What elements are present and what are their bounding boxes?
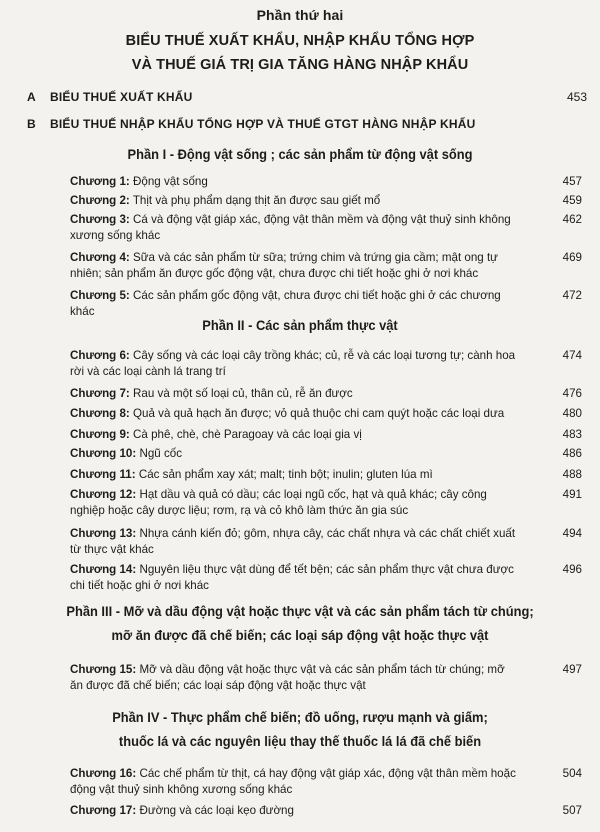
section-letter: B — [27, 117, 36, 131]
chapter-label: Chương 15: — [70, 663, 137, 676]
chapter-label: Chương 17: — [70, 804, 137, 817]
chapter-page-number: 457 — [562, 175, 582, 188]
part-2-heading: Phần II - Các sản phẩm thực vật — [202, 317, 398, 333]
chapter-entry — [70, 526, 582, 557]
chapter-label: Chương 12: — [70, 488, 137, 501]
chapter-page-number: 491 — [562, 488, 582, 501]
chapter-page-number: 497 — [562, 663, 582, 676]
chapter-entry — [70, 803, 582, 819]
chapter-label: Chương 10: — [70, 447, 137, 460]
chapter-label: Chương 8: — [70, 407, 130, 420]
chapter-entry — [70, 662, 582, 693]
chapter-entry — [70, 174, 582, 190]
chapter-page-number: 483 — [562, 428, 582, 441]
chapter-entry — [70, 348, 582, 379]
section-letter: A — [27, 90, 36, 104]
chapter-entry — [70, 446, 582, 462]
chapter-page-number: 486 — [562, 447, 582, 460]
chapter-page-number: 474 — [562, 349, 582, 362]
section-title: BIỂU THUẾ NHẬP KHẨU TỔNG HỢP VÀ THUẾ GTGT HÀNG NHẬP KHẨU — [50, 117, 476, 131]
chapter-label: Chương 14: — [70, 563, 137, 576]
part-3-heading-line-2: mỡ ăn được đã chế biến; các loại sáp động vật hoặc thực vật — [111, 627, 489, 643]
part-3-heading-line-1: Phần III - Mỡ và dầu động vật hoặc thực vật và các sản phẩm tách từ chúng; — [66, 603, 534, 619]
part-heading: Phần thứ hai — [256, 7, 344, 23]
chapter-label: Chương 16: — [70, 767, 137, 780]
chapter-entry — [70, 487, 582, 518]
chapter-entry — [70, 212, 582, 243]
chapter-title: Cây sống và các loại cây trồng khác; củ, rễ và các loại tương tự; cành hoa rời và các loại cành lá trang trí — [70, 349, 516, 378]
chapter-title: Các sản phẩm xay xát; malt; tinh bột; inulin; gluten lúa mì — [138, 468, 433, 481]
chapter-label: Chương 13: — [70, 527, 137, 540]
chapter-label: Chương 7: — [70, 387, 130, 400]
chapter-title: Rau và một số loại củ, thân củ, rễ ăn được — [133, 387, 353, 400]
chapter-label: Chương 11: — [70, 468, 136, 481]
chapter-entry — [70, 427, 582, 443]
chapter-page-number: 496 — [562, 563, 582, 576]
chapter-title: Sữa và các sản phẩm từ sữa; trứng chim và trứng gia cầm; mật ong tự nhiên; sản phẩm ăn được gốc động vật, chưa được chi tiết hoặc ghi ở nơi khác — [70, 251, 498, 280]
chapter-title: Các chế phẩm từ thịt, cá hay động vật giáp xác, động vật thân mềm hoặc động vật thuỷ sinh không xương sống khác — [70, 767, 516, 796]
chapter-title: Các sản phẩm gốc động vật, chưa được chi tiết hoặc ghi ở các chương khác — [70, 289, 501, 318]
chapter-title: Nguyên liệu thực vật dùng để tết bện; các sản phẩm thực vật chưa được chi tiết hoặc ghi ở nơi khác — [70, 563, 514, 592]
document-title-line-1: BIỂU THUẾ XUẤT KHẨU, NHẬP KHẨU TỔNG HỢP — [125, 33, 475, 49]
chapter-page-number: 494 — [562, 527, 582, 540]
chapter-page-number: 476 — [562, 387, 582, 400]
chapter-entry — [70, 766, 582, 797]
section-a — [27, 88, 587, 106]
section-title: BIỂU THUẾ XUẤT KHẨU — [50, 90, 193, 104]
chapter-entry — [70, 250, 582, 281]
chapter-label: Chương 1: — [70, 175, 130, 188]
chapter-label: Chương 4: — [70, 251, 130, 264]
chapter-page-number: 459 — [562, 194, 582, 207]
part-1-heading: Phần I - Động vật sống ; các sản phẩm từ động vật sống — [127, 146, 473, 162]
chapter-title: Đường và các loại kẹo đường — [139, 804, 294, 817]
chapter-page-number: 472 — [562, 289, 582, 302]
chapter-label: Chương 3: — [70, 213, 130, 226]
chapter-entry — [70, 193, 582, 209]
chapter-entry — [70, 562, 582, 593]
chapter-label: Chương 6: — [70, 349, 130, 362]
chapter-label: Chương 9: — [70, 428, 130, 441]
chapter-title: Cá và động vật giáp xác, động vật thân mềm và động vật thuỷ sinh không xương sống khác — [70, 213, 511, 242]
chapter-label: Chương 2: — [70, 194, 130, 207]
chapter-title: Động vật sống — [133, 175, 208, 188]
part-4-heading-line-2: thuốc lá và các nguyên liệu thay thế thuốc lá lá đã chế biến — [118, 733, 482, 749]
chapter-page-number: 462 — [562, 213, 582, 226]
chapter-page-number: 507 — [562, 804, 582, 817]
chapter-page-number: 504 — [562, 767, 582, 780]
chapter-entry — [70, 467, 582, 483]
part-4-heading-line-1: Phần IV - Thực phẩm chế biến; đồ uống, rượu mạnh và giấm; — [112, 709, 488, 725]
chapter-title: Thịt và phụ phẩm dạng thịt ăn được sau giết mổ — [132, 194, 381, 207]
chapter-title: Hạt dầu và quả có dầu; các loại ngũ cốc, hạt và quả khác; cây công nghiệp hoặc cây dược liệu; rơm, rạ và cỏ khô làm thức ăn gia súc — [70, 488, 487, 517]
chapter-page-number: 488 — [562, 468, 582, 481]
chapter-title: Mỡ và dầu động vật hoặc thực vật và các sản phẩm tách từ chúng; mỡ ăn được đã chế biến; các loại sáp động vật hoặc thực vật — [70, 663, 505, 692]
chapter-title: Ngũ cốc — [139, 447, 182, 460]
chapter-title: Quả và quả hạch ăn được; vỏ quả thuộc chi cam quýt hoặc các loại dưa — [133, 407, 505, 420]
chapter-title: Nhựa cánh kiến đỏ; gôm, nhựa cây, các chất nhựa và các chất chiết xuất từ thực vật khác — [70, 527, 516, 556]
chapter-title: Cà phê, chè, chè Paragoay và các loại gia vị — [133, 428, 362, 441]
chapter-entry — [70, 386, 582, 402]
chapter-label: Chương 5: — [70, 289, 130, 302]
document-title-line-2: VÀ THUẾ GIÁ TRỊ GIA TĂNG HÀNG NHẬP KHẨU — [131, 57, 469, 73]
section-page-number: 453 — [566, 90, 587, 104]
section-b — [27, 115, 587, 133]
chapter-page-number: 480 — [562, 407, 582, 420]
chapter-entry — [70, 406, 582, 422]
chapter-page-number: 469 — [562, 251, 582, 264]
